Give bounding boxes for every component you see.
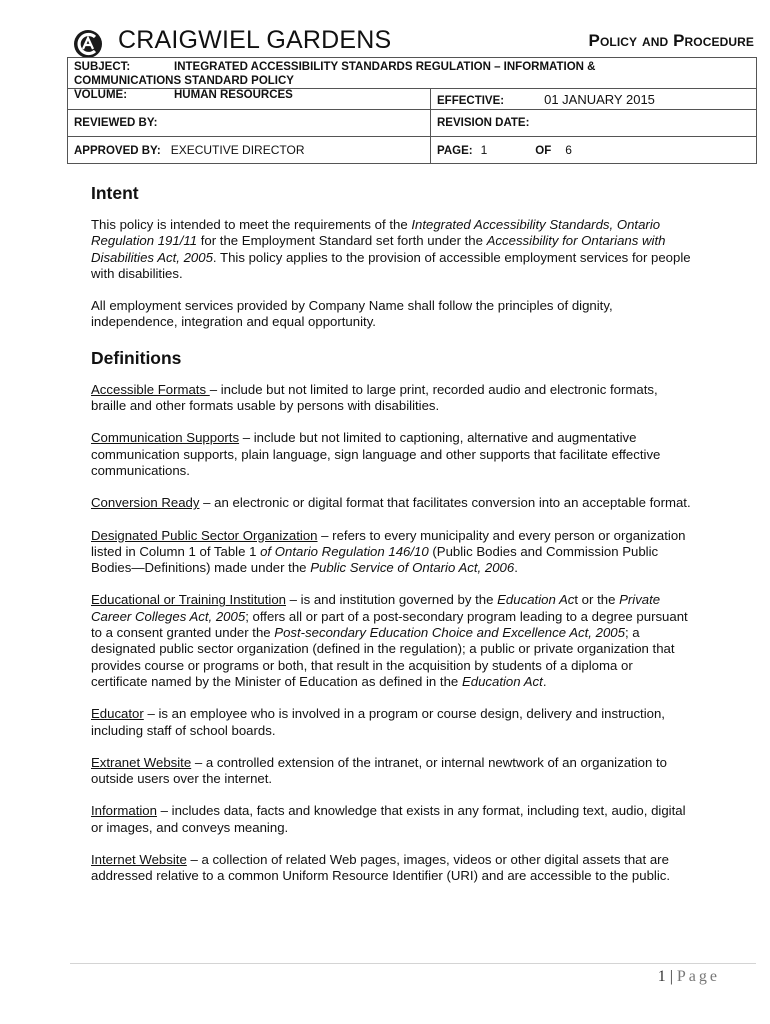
regulation-citation: of Ontario Regulation 146/10 — [260, 543, 429, 559]
act-citation: Education Ac — [497, 592, 575, 608]
organization-name: CRAIGWIEL GARDENS — [118, 26, 392, 54]
definition-text: t or the — [574, 592, 620, 608]
definition-term: Conversion Ready — [91, 495, 200, 511]
definition-term: Accessible Formats — [91, 381, 210, 397]
definition-communication-supports — [91, 430, 691, 479]
footer-divider — [70, 963, 756, 964]
definition-text: ; a designated public sector organization (defined in the regulation); a public or private organization that provides course or programs or both, that result in the acquisition by students of a diploma or certificate named by the Minister of Education as defined in the — [91, 625, 675, 689]
intent-heading: Intent — [91, 183, 139, 203]
definition-term: Designated Public Sector Organization — [91, 527, 318, 543]
definition-text: ; offers all or part of a post-secondary program leading to a degree pursuant to a consent granted under the — [91, 608, 688, 641]
definition-text: . — [542, 673, 547, 689]
footer-page-word: Page — [676, 968, 720, 985]
definition-designated-public-sector — [91, 528, 691, 577]
definition-text: – a controlled extension of the intranet, or internal newtwork of an organization to outside users over the internet. — [91, 754, 667, 787]
definition-term: Educational or Training Institution — [91, 592, 286, 608]
total-pages-value: 6 — [565, 143, 572, 157]
volume-cell — [68, 89, 431, 110]
subject-cell — [68, 58, 757, 89]
act-citation: Private Career Colleges Act, 2005 — [91, 592, 661, 624]
approved-by-cell — [68, 137, 431, 164]
footer-separator: | — [669, 968, 673, 985]
document-type-title: Policy and Procedure — [588, 31, 754, 50]
revision-date-label: REVISION DATE: — [437, 117, 530, 129]
act-citation: Public Service of Ontario Act, 2006 — [310, 560, 515, 576]
definition-text: – a collection of related Web pages, images, videos or other digital assets that are addressed relative to a common Uniform Resource Identifier (URI) and are accessible to the public. — [91, 852, 671, 884]
definition-text: – refers to every municipality and every person or organization listed in Column 1 of Table 1 — [91, 527, 686, 559]
subject-value-line2: COMMUNICATIONS STANDARD POLICY — [74, 75, 294, 87]
definition-term: Internet Website — [91, 852, 187, 868]
act-citation: Accessibility for Ontarians with Disabilities Act, 2005 — [91, 233, 666, 265]
definition-term: Information — [91, 803, 157, 819]
definition-extranet-website — [91, 755, 691, 788]
definition-educator — [91, 706, 691, 739]
definition-text: – include but not limited to large print, recorded audio and electronic formats, braille and other formats usable by persons with disabilities. — [91, 381, 658, 414]
page-count-cell — [431, 137, 757, 164]
definition-internet-website — [91, 852, 691, 885]
definition-term: Communication Supports — [91, 430, 240, 446]
act-citation: Education Act — [461, 673, 543, 689]
definition-accessible-formats — [91, 382, 691, 415]
definition-text: – is and institution governed by the — [286, 592, 498, 608]
subject-label: SUBJECT: — [74, 61, 131, 73]
craigwiel-gardens-logo-icon — [72, 28, 104, 60]
text-run: This policy is intended to meet the requirements of the — [91, 217, 412, 232]
document-header — [68, 22, 758, 58]
definition-text: – is an employee who is involved in a program or course design, delivery and instruction, including staff of school boards. — [91, 706, 665, 738]
effective-label: EFFECTIVE: — [437, 94, 505, 107]
definitions-heading: Definitions — [91, 347, 182, 368]
definition-text: – includes data, facts and knowledge that exists in any format, including text, audio, digital or images, and conveys meaning. — [91, 803, 686, 835]
act-citation: Post-secondary Education Choice and Excellence Act, 2005 — [274, 625, 625, 641]
intent-paragraph-2: All employment services provided by Company Name shall follow the principles of dignity, independence, integration and equal opportunity. — [91, 298, 613, 330]
page-value: 1 — [480, 143, 488, 157]
volume-value: HUMAN RESOURCES — [174, 89, 293, 101]
intent-paragraph-1 — [91, 217, 691, 282]
footer-page-number: 1 — [657, 968, 666, 985]
effective-date-value: 01 JANUARY 2015 — [544, 91, 655, 107]
definition-conversion-ready — [91, 495, 691, 511]
definition-text: (Public Bodies and Commission Public Bodies—Definitions) made under the — [91, 543, 659, 576]
definition-information — [91, 803, 691, 836]
reviewed-by-cell — [68, 110, 431, 137]
page-footer — [658, 968, 720, 986]
definition-text: – include but not limited to captioning, alternative and augmentative communication supports, plain language, sign language and other supports that facilitate effective communications. — [91, 430, 661, 478]
approved-by-value: EXECUTIVE DIRECTOR — [170, 143, 305, 157]
definition-educational-institution — [91, 592, 691, 690]
of-label: OF — [535, 145, 552, 157]
volume-label: VOLUME: — [74, 89, 128, 101]
text-run: . This policy applies to the provision of accessible employment services for people with disabilities. — [91, 249, 691, 281]
reviewed-by-label: REVIEWED BY: — [74, 117, 158, 129]
policy-metadata-table — [67, 57, 757, 164]
definition-term: Educator — [91, 706, 144, 722]
definition-text: – an electronic or digital format that facilitates conversion into an acceptable format. — [199, 495, 691, 511]
page-label: PAGE: — [437, 145, 473, 157]
document-body — [91, 182, 691, 901]
approved-by-label: APPROVED BY: — [74, 145, 161, 157]
subject-value-line1: INTEGRATED ACCESSIBILITY STANDARDS REGULATION – INFORMATION & — [174, 61, 596, 73]
effective-cell — [431, 89, 757, 110]
definition-term: Extranet Website — [91, 754, 192, 770]
text-run: for the Employment Standard set forth under the — [197, 233, 487, 249]
regulation-citation: Integrated Accessibility Standards, Ontario Regulation 191/11 — [91, 217, 661, 249]
revision-date-cell — [431, 110, 757, 137]
definition-text: . — [514, 560, 518, 576]
